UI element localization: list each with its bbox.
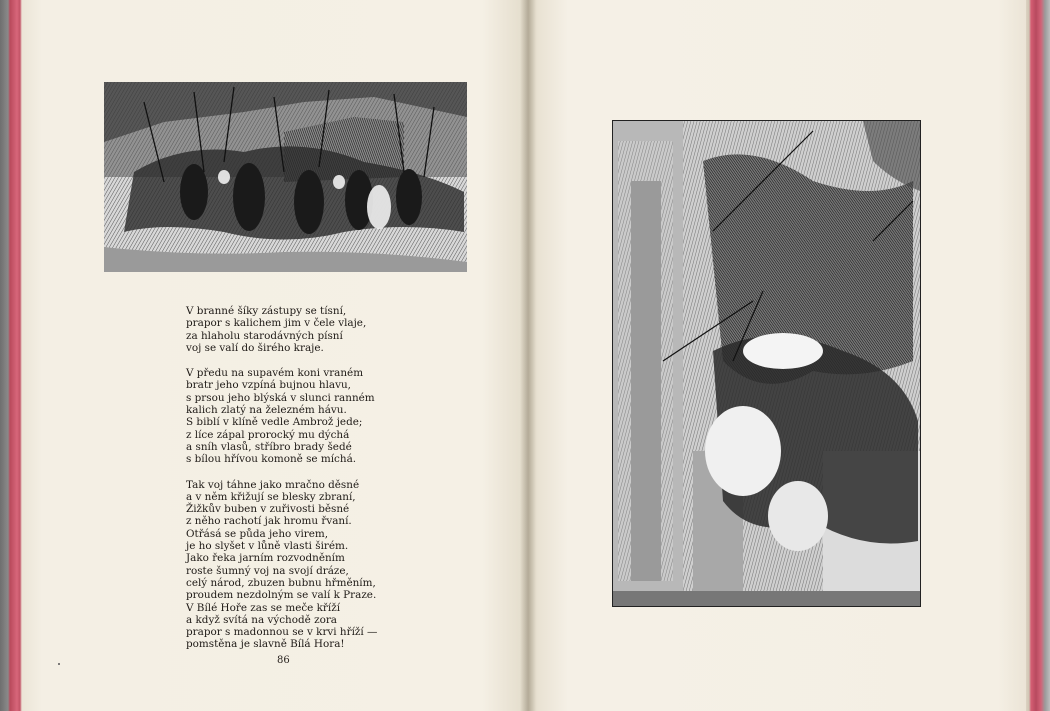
poem-line: kalich zlatý na železném hávu. <box>186 404 347 417</box>
poem-line: celý národ, zbuzen bubnu hřměním, <box>186 576 376 589</box>
battle-engraving-art <box>104 82 467 272</box>
poem-stanza-2 <box>186 367 406 465</box>
poem-line: s prsou jeho blýská v slunci ranném <box>186 391 375 404</box>
poem-line: a když svítá na východě zora <box>186 613 337 626</box>
poem-line: Otřásá se půda jeho virem, <box>186 527 329 540</box>
poem-line: prapor s madonnou se v krvi hříží — <box>186 626 378 639</box>
poem-line: z líce zápal prorocký mu dýchá <box>186 428 350 441</box>
church-engraving-art <box>613 121 920 606</box>
poem-line: za hlaholu starodávných písní <box>186 329 343 342</box>
poem-line: V branné šíky zástupy se tísní, <box>186 305 347 317</box>
poem-line: je ho slyšet v lůně vlasti širém. <box>186 540 349 553</box>
poem-line: voj se valí do širého kraje. <box>186 341 324 354</box>
poem-line: Jako řeka jarním rozvodněním <box>186 552 345 565</box>
poem-line: Žižkův buben v zuřivosti běsné <box>186 503 350 516</box>
poem-line: bratr jeho vzpíná bujnou hlavu, <box>186 379 351 392</box>
poem-line: prapor s kalichem jim v čele vlaje, <box>186 317 367 330</box>
poem-stanza-1 <box>186 305 406 354</box>
poem-line: S biblí v klíně vedle Ambrož jede; <box>186 416 363 429</box>
poem-line: pomstěna je slavně Bílá Hora! <box>186 638 345 651</box>
poem-line: a sníh vlasů, stříbro brady šedé <box>186 440 352 453</box>
poem-line: s bílou hřívou komoně se míchá. <box>186 453 357 466</box>
poem-line: z něho rachotí jak hromu řvaní. <box>186 515 352 528</box>
poem-stanza-3 <box>186 479 406 651</box>
battle-engraving <box>104 82 467 272</box>
page-number: 86 <box>277 655 290 666</box>
poem-line: roste šumný voj na svojí dráze, <box>186 564 349 577</box>
poem-line: V Bílé Hoře zas se meče kříží <box>186 601 341 614</box>
book-gutter <box>520 0 536 711</box>
poem-line: V předu na supavém koni vraném <box>186 367 364 380</box>
poem-line: Tak voj táhne jako mračno děsné <box>186 478 360 491</box>
poem-line: a v něm křižují se blesky zbraní, <box>186 490 356 503</box>
poem-line: proudem nezdolným se valí k Praze. <box>186 589 377 602</box>
church-engraving <box>613 121 920 606</box>
poem-text <box>186 305 406 664</box>
paper-speck <box>58 663 60 665</box>
page-edges <box>1026 0 1050 711</box>
